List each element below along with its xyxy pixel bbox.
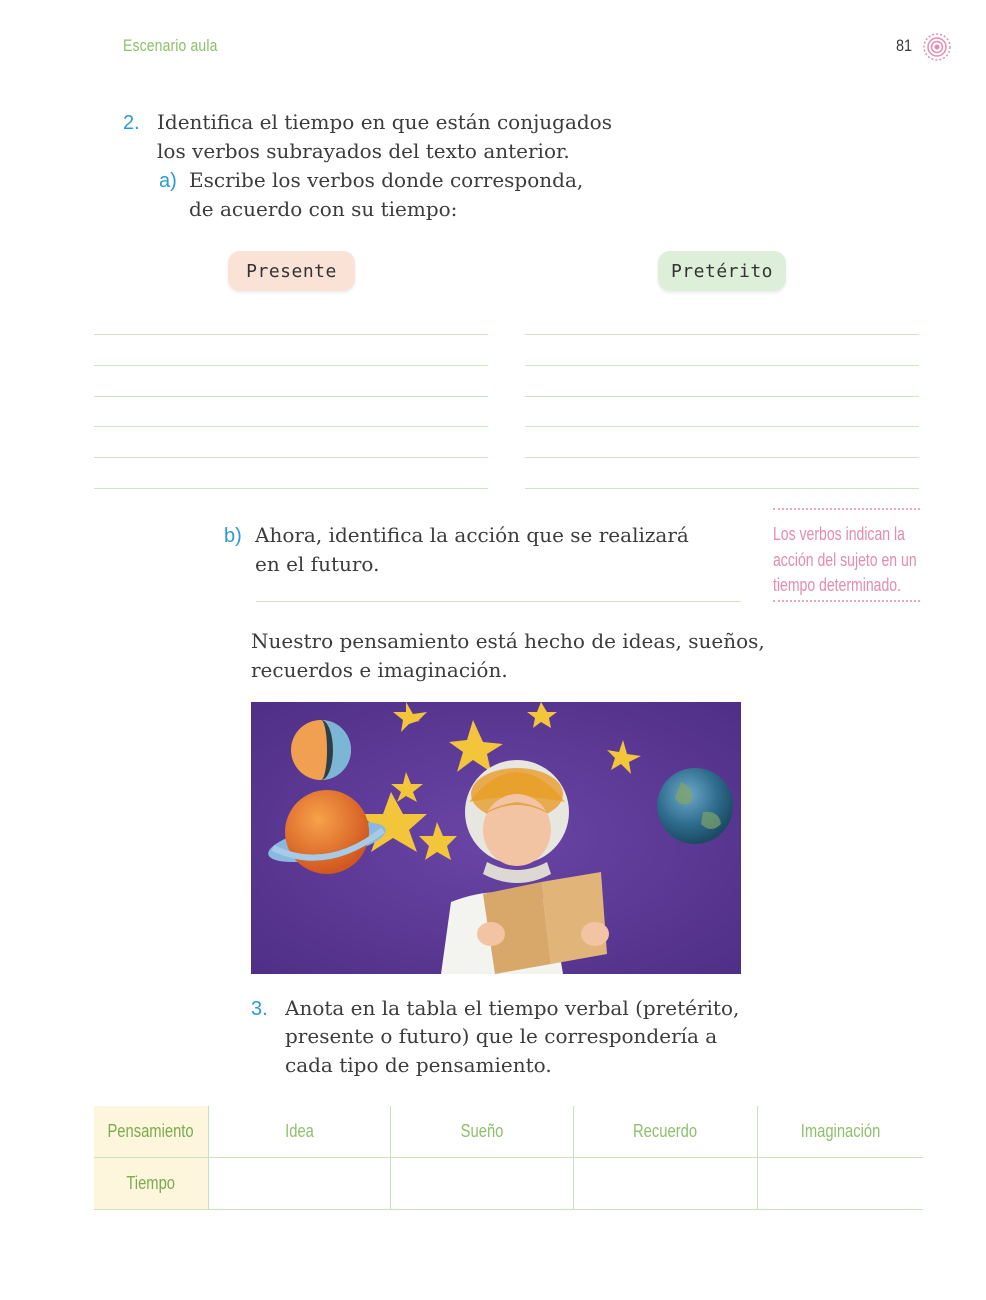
answer-cell-sueno[interactable] [391,1158,574,1210]
child-astronaut-photo [251,702,741,974]
answer-cell-recuerdo[interactable] [574,1158,758,1210]
q2-number: 2. [123,112,140,134]
presente-answer-line-2[interactable] [94,365,488,366]
column-header-idea: Idea [209,1106,391,1158]
thought-tense-table [94,1106,923,1210]
preterito-label: Pretérito [658,251,786,291]
table-row [94,1158,923,1210]
preterito-answer-line-5[interactable] [525,457,919,458]
q2-line2: los verbos subrayados del texto anterior. [157,139,570,163]
q2b-line1: Ahora, identifica la acción que se realizará [255,523,689,547]
column-header-sueno: Sueño [391,1106,574,1158]
q2b-line2: en el futuro. [255,552,380,576]
preterito-answer-line-1[interactable] [525,334,919,335]
preterito-answer-line-3[interactable] [525,396,919,397]
row-header-pensamiento: Pensamiento [94,1106,209,1158]
q3-line1: Anota en la tabla el tiempo verbal (pretérito, [285,996,740,1020]
futuro-answer-line[interactable] [256,601,741,602]
q2a-letter: a) [159,170,177,192]
note-line1: Los verbos indican la [773,524,905,544]
preterito-answer-line-6[interactable] [525,488,919,489]
q2a-line2: de acuerdo con su tiempo: [189,197,458,221]
answer-cell-imaginacion[interactable] [758,1158,924,1210]
q2-block [123,108,140,138]
page-number: 81 [896,36,913,55]
concentric-circle-icon [922,32,952,62]
presente-answer-line-4[interactable] [94,426,488,427]
paragraph-line2: recuerdos e imaginación. [251,658,508,682]
note-line2: acción del sujeto en un [773,549,917,570]
answer-cell-idea[interactable] [209,1158,391,1210]
q2a-line1: Escribe los verbos donde corresponda, [189,168,584,192]
section-title: Escenario aula [123,36,218,55]
note-line3: tiempo determinado. [773,575,901,595]
side-note [773,508,920,602]
presente-answer-line-5[interactable] [94,457,488,458]
column-header-recuerdo: Recuerdo [574,1106,758,1158]
preterito-answer-line-2[interactable] [525,365,919,366]
column-header-imaginacion: Imaginación [758,1106,924,1158]
table-row [94,1106,923,1158]
q3-number: 3. [251,998,268,1020]
presente-answer-line-1[interactable] [94,334,488,335]
presente-answer-line-6[interactable] [94,488,488,489]
presente-label: Presente [228,251,355,291]
row-header-tiempo: Tiempo [94,1158,209,1210]
q3-line2: presente o futuro) que le correspondería a [285,1024,718,1048]
q2b-letter: b) [224,525,242,547]
q2-line1: Identifica el tiempo en que están conjugados [157,110,612,134]
q3-line3: cada tipo de pensamiento. [285,1053,552,1077]
presente-answer-line-3[interactable] [94,396,488,397]
preterito-answer-line-4[interactable] [525,426,919,427]
paragraph-line1: Nuestro pensamiento está hecho de ideas, sueños, [251,629,765,653]
